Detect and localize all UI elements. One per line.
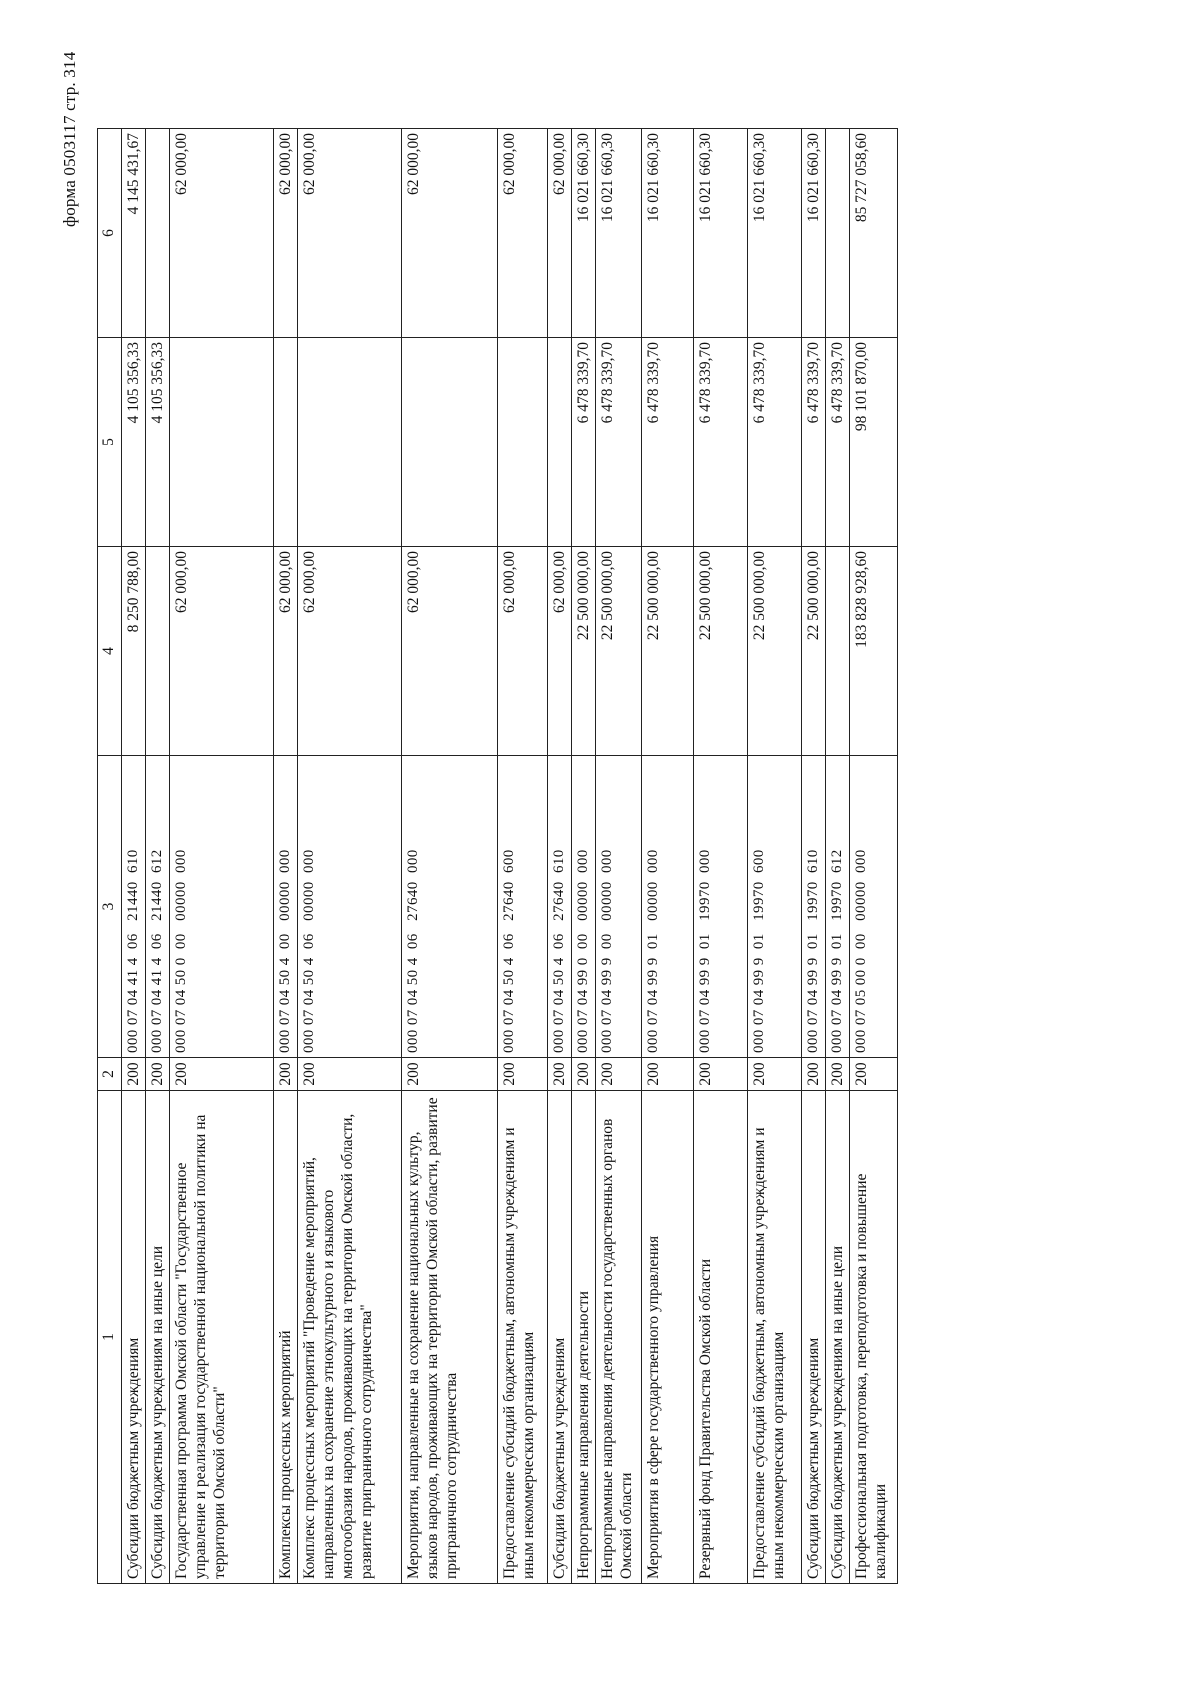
row-line-code: 200 bbox=[850, 1058, 898, 1091]
row-unexecuted bbox=[826, 129, 850, 338]
row-executed: 6 478 339,70 bbox=[802, 338, 826, 547]
row-name: Мероприятия, направленные на сохранение национальных культур, языков народов, проживающих на территории Омской области, развитие приграничного сотрудничества bbox=[402, 1091, 498, 1584]
row-budget-code: 000 07 04 50 4 06 27640 610 bbox=[548, 756, 572, 1058]
row-unexecuted: 16 021 660,30 bbox=[572, 129, 596, 338]
row-approved bbox=[146, 547, 170, 756]
table-row bbox=[274, 129, 298, 1584]
row-name: Субсидии бюджетным учреждениям на иные цели bbox=[146, 1091, 170, 1584]
row-unexecuted: 16 021 660,30 bbox=[748, 129, 802, 338]
row-name: Мероприятия в сфере государственного управления bbox=[642, 1091, 694, 1584]
row-approved: 62 000,00 bbox=[548, 547, 572, 756]
row-executed: 6 478 339,70 bbox=[596, 338, 642, 547]
table-row bbox=[694, 129, 748, 1584]
table-row bbox=[748, 129, 802, 1584]
row-budget-code: 000 07 04 50 4 06 27640 000 bbox=[402, 756, 498, 1058]
row-approved: 62 000,00 bbox=[298, 547, 402, 756]
row-executed: 6 478 339,70 bbox=[826, 338, 850, 547]
table-row bbox=[402, 129, 498, 1584]
row-approved: 62 000,00 bbox=[274, 547, 298, 756]
row-executed bbox=[498, 338, 548, 547]
row-line-code: 200 bbox=[596, 1058, 642, 1091]
table-row bbox=[122, 129, 146, 1584]
table-header-row bbox=[98, 129, 122, 1584]
row-line-code: 200 bbox=[298, 1058, 402, 1091]
table-row bbox=[170, 129, 274, 1584]
row-line-code: 200 bbox=[572, 1058, 596, 1091]
row-line-code: 200 bbox=[498, 1058, 548, 1091]
row-budget-code: 000 07 04 99 9 01 19970 610 bbox=[802, 756, 826, 1058]
row-line-code: 200 bbox=[826, 1058, 850, 1091]
budget-table bbox=[97, 128, 898, 1584]
row-approved bbox=[826, 547, 850, 756]
row-line-code: 200 bbox=[402, 1058, 498, 1091]
row-executed bbox=[298, 338, 402, 547]
row-line-code: 200 bbox=[802, 1058, 826, 1091]
table-row bbox=[596, 129, 642, 1584]
row-name: Непрограммные направления деятельности государственных органов Омской области bbox=[596, 1091, 642, 1584]
table-row bbox=[802, 129, 826, 1584]
row-approved: 22 500 000,00 bbox=[802, 547, 826, 756]
row-executed bbox=[274, 338, 298, 547]
row-approved: 62 000,00 bbox=[498, 547, 548, 756]
row-unexecuted: 16 021 660,30 bbox=[642, 129, 694, 338]
table-row bbox=[298, 129, 402, 1584]
row-unexecuted: 16 021 660,30 bbox=[694, 129, 748, 338]
row-executed: 98 101 870,00 bbox=[850, 338, 898, 547]
column-header-2: 2 bbox=[98, 1058, 122, 1091]
row-approved: 22 500 000,00 bbox=[694, 547, 748, 756]
row-line-code: 200 bbox=[642, 1058, 694, 1091]
row-budget-code: 000 07 04 99 9 01 19970 600 bbox=[748, 756, 802, 1058]
row-budget-code: 000 07 04 50 4 06 00000 000 bbox=[298, 756, 402, 1058]
row-executed bbox=[170, 338, 274, 547]
row-name: Предоставление субсидий бюджетным, автономным учреждениям и иным некоммерческим организациям bbox=[748, 1091, 802, 1584]
row-budget-code: 000 07 04 99 9 01 00000 000 bbox=[642, 756, 694, 1058]
row-unexecuted: 62 000,00 bbox=[274, 129, 298, 338]
row-executed bbox=[402, 338, 498, 547]
row-line-code: 200 bbox=[170, 1058, 274, 1091]
column-header-1: 1 bbox=[98, 1091, 122, 1584]
table-row bbox=[642, 129, 694, 1584]
table-row bbox=[146, 129, 170, 1584]
table-row bbox=[572, 129, 596, 1584]
row-unexecuted: 62 000,00 bbox=[298, 129, 402, 338]
row-executed: 4 105 356,33 bbox=[122, 338, 146, 547]
row-name: Субсидии бюджетным учреждениям bbox=[122, 1091, 146, 1584]
row-budget-code: 000 07 04 50 4 00 00000 000 bbox=[274, 756, 298, 1058]
row-approved: 22 500 000,00 bbox=[642, 547, 694, 756]
row-name: Предоставление субсидий бюджетным, автономным учреждениям и иным некоммерческим организациям bbox=[498, 1091, 548, 1584]
row-line-code: 200 bbox=[694, 1058, 748, 1091]
column-header-6: 6 bbox=[98, 129, 122, 338]
column-header-4: 4 bbox=[98, 547, 122, 756]
row-approved: 22 500 000,00 bbox=[596, 547, 642, 756]
row-name: Субсидии бюджетным учреждениям bbox=[548, 1091, 572, 1584]
row-executed: 6 478 339,70 bbox=[572, 338, 596, 547]
row-approved: 8 250 788,00 bbox=[122, 547, 146, 756]
row-line-code: 200 bbox=[548, 1058, 572, 1091]
row-approved: 62 000,00 bbox=[170, 547, 274, 756]
row-unexecuted: 16 021 660,30 bbox=[802, 129, 826, 338]
row-name: Резервный фонд Правительства Омской области bbox=[694, 1091, 748, 1584]
row-approved: 22 500 000,00 bbox=[748, 547, 802, 756]
row-executed: 6 478 339,70 bbox=[642, 338, 694, 547]
row-budget-code: 000 07 05 00 0 00 00000 000 bbox=[850, 756, 898, 1058]
table-row bbox=[850, 129, 898, 1584]
row-unexecuted: 62 000,00 bbox=[498, 129, 548, 338]
row-executed: 6 478 339,70 bbox=[694, 338, 748, 547]
row-unexecuted: 62 000,00 bbox=[402, 129, 498, 338]
row-line-code: 200 bbox=[122, 1058, 146, 1091]
row-name: Комплексы процессных мероприятий bbox=[274, 1091, 298, 1584]
row-name: Комплекс процессных мероприятий "Проведение мероприятий, направленных на сохранение этнокультурного и языкового многообразия народов, проживающих на территории Омской области, развитие приграничного сотрудничества" bbox=[298, 1091, 402, 1584]
table-row bbox=[498, 129, 548, 1584]
row-budget-code: 000 07 04 50 4 06 27640 600 bbox=[498, 756, 548, 1058]
row-name: Субсидии бюджетным учреждениям bbox=[802, 1091, 826, 1584]
row-executed: 4 105 356,33 bbox=[146, 338, 170, 547]
row-unexecuted: 85 727 058,60 bbox=[850, 129, 898, 338]
row-approved: 183 828 928,60 bbox=[850, 547, 898, 756]
row-executed: 6 478 339,70 bbox=[748, 338, 802, 547]
row-budget-code: 000 07 04 41 4 06 21440 612 bbox=[146, 756, 170, 1058]
row-line-code: 200 bbox=[748, 1058, 802, 1091]
row-unexecuted: 4 145 431,67 bbox=[122, 129, 146, 338]
row-unexecuted bbox=[146, 129, 170, 338]
row-unexecuted: 16 021 660,30 bbox=[596, 129, 642, 338]
table-row bbox=[826, 129, 850, 1584]
row-name: Государственная программа Омской области "Государственное управление и реализация государственной национальной политики на территории Омской области" bbox=[170, 1091, 274, 1584]
row-line-code: 200 bbox=[146, 1058, 170, 1091]
row-approved: 62 000,00 bbox=[402, 547, 498, 756]
form-label: форма 0503117 стр. 314 bbox=[60, 51, 79, 227]
column-header-5: 5 bbox=[98, 338, 122, 547]
row-name: Профессиональная подготовка, переподготовка и повышение квалификации bbox=[850, 1091, 898, 1584]
column-header-3: 3 bbox=[98, 756, 122, 1058]
row-budget-code: 000 07 04 99 9 01 19970 000 bbox=[694, 756, 748, 1058]
row-line-code: 200 bbox=[274, 1058, 298, 1091]
row-budget-code: 000 07 04 50 0 00 00000 000 bbox=[170, 756, 274, 1058]
row-unexecuted: 62 000,00 bbox=[170, 129, 274, 338]
row-name: Субсидии бюджетным учреждениям на иные цели bbox=[826, 1091, 850, 1584]
row-budget-code: 000 07 04 99 9 00 00000 000 bbox=[596, 756, 642, 1058]
table-row bbox=[548, 129, 572, 1584]
row-executed bbox=[548, 338, 572, 547]
row-budget-code: 000 07 04 99 0 00 00000 000 bbox=[572, 756, 596, 1058]
row-name: Непрограммные направления деятельности bbox=[572, 1091, 596, 1584]
row-approved: 22 500 000,00 bbox=[572, 547, 596, 756]
row-unexecuted: 62 000,00 bbox=[548, 129, 572, 338]
row-budget-code: 000 07 04 41 4 06 21440 610 bbox=[122, 756, 146, 1058]
row-budget-code: 000 07 04 99 9 01 19970 612 bbox=[826, 756, 850, 1058]
